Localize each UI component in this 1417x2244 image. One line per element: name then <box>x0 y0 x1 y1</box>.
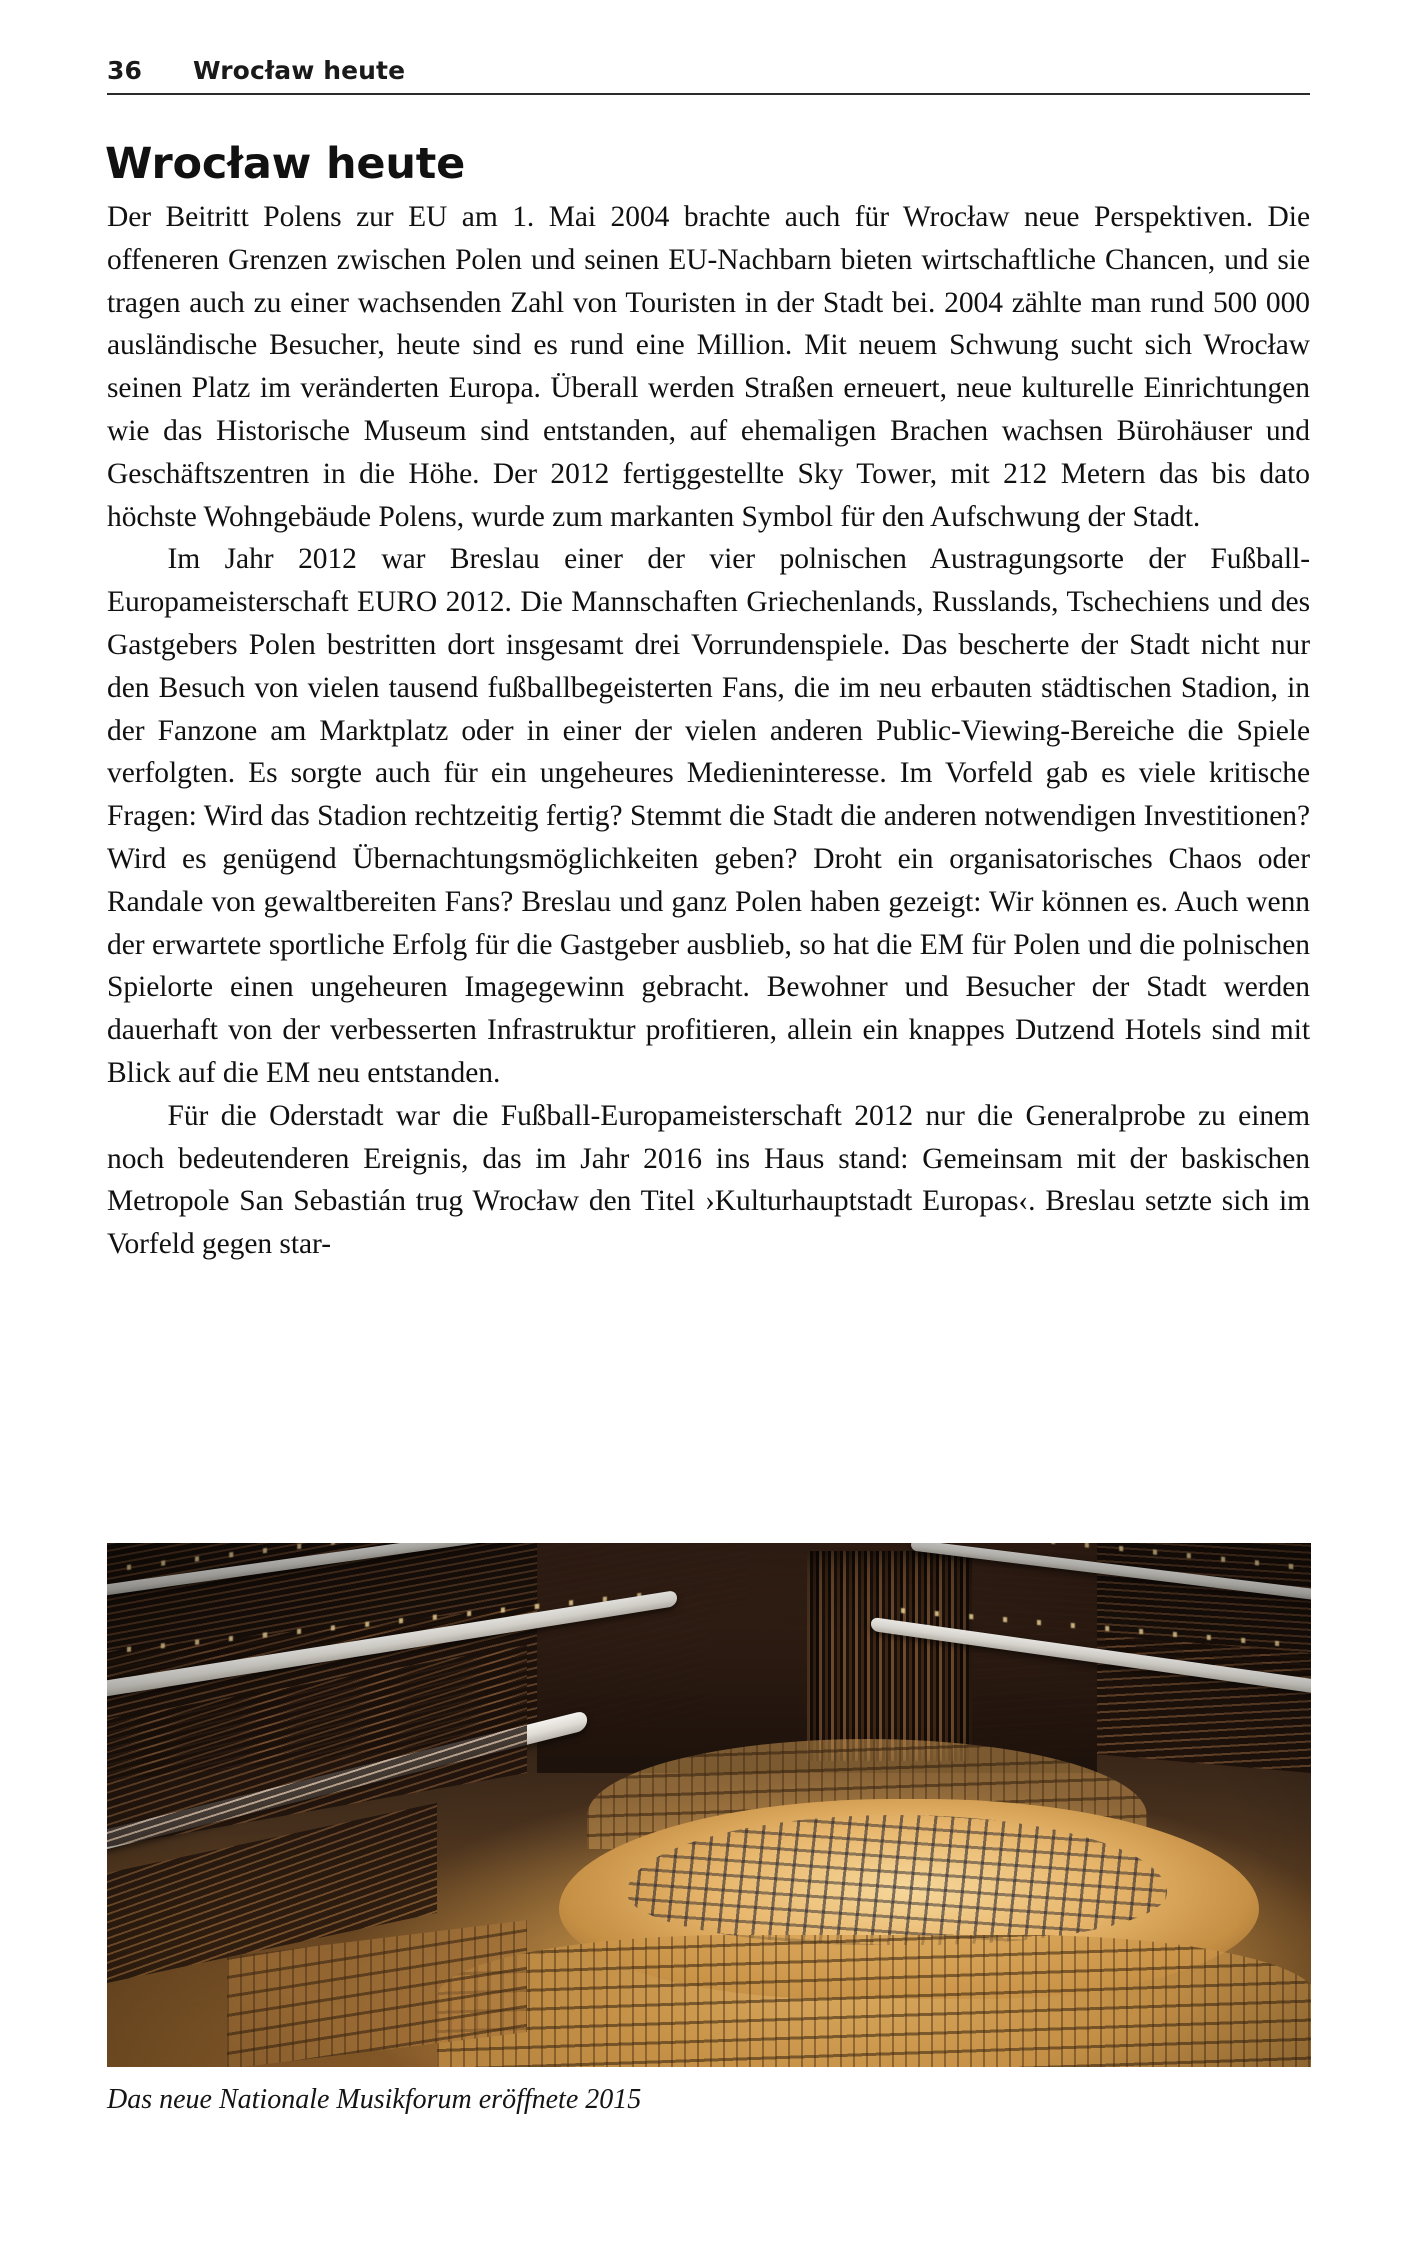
paragraph-1: Der Beitritt Polens zur EU am 1. Mai 2004 brachte auch für Wrocław neue Perspektiven. Die offeneren Grenzen zwischen Polen und seinen EU-Nachbarn bieten wirtschaftliche Chancen, und sie tragen auch zu einer wachsenden Zahl von Touristen in der Stadt bei. 2004 zählte man rund 500 000 ausländische Besucher, heute sind es rund eine Million. Mit neuem Schwung sucht sich Wrocław seinen Platz im veränderten Europa. Überall werden Straßen erneuert, neue kulturelle Einrichtungen wie das Historische Museum sind entstanden, auf ehemaligen Brachen wachsen Bürohäuser und Geschäftszentren in die Höhe. Der 2012 fertiggestellte Sky Tower, mit 212 Metern das bis dato höchste Wohngebäude Polens, wurde zum markanten Symbol für den Aufschwung der Stadt. <box>107 201 1310 533</box>
running-head-title: Wrocław heute <box>193 56 406 85</box>
page-title: Wrocław heute <box>105 138 466 189</box>
concert-hall-photo <box>107 1543 1311 2067</box>
header-divider <box>107 93 1310 95</box>
figure-caption: Das neue Nationale Musikforum eröffnete 2015 <box>107 2084 642 2115</box>
figure-image <box>107 1543 1311 2067</box>
photo-vignette <box>107 1543 1311 2067</box>
paragraph-3: Für die Oderstadt war die Fußball-Europameisterschaft 2012 nur die Generalprobe zu einem noch bedeutenderen Ereignis, das im Jahr 2016 ins Haus stand: Gemeinsam mit der baskischen Metropole San Sebastián trug Wrocław den Titel ›Kulturhauptstadt Europas‹. Breslau setzte sich im Vorfeld gegen star- <box>107 1099 1310 1261</box>
paragraph-2: Im Jahr 2012 war Breslau einer der vier polnischen Austragungsorte der Fußball-Europameisterschaft EURO 2012. Die Mannschaften Griechenlands, Russlands, Tschechiens und des Gastgebers Polen bestritten dort insgesamt drei Vorrundenspiele. Das bescherte der Stadt nicht nur den Besuch von vielen tausend fußballbegeisterten Fans, die im neu erbauten städtischen Stadion, in der Fanzone am Marktplatz oder in einer der vielen anderen Public-Viewing-Bereiche die Spiele verfolgten. Es sorgte auch für ein ungeheures Medieninteresse. Im Vorfeld gab es viele kritische Fragen: Wird das Stadion rechtzeitig fertig? Stemmt die Stadt die anderen notwendigen Investitionen? Wird es genügend Übernachtungsmöglichkeiten geben? Droht ein organisatorisches Chaos oder Randale von gewaltbereiten Fans? Breslau und ganz Polen haben gezeigt: Wir können es. Auch wenn der erwartete sportliche Erfolg für die Gastgeber ausblieb, so hat die EM für Polen und die polnischen Spielorte einen ungeheuren Imagegewinn gebracht. Bewohner und Besucher der Stadt werden dauerhaft von der verbesserten Infrastruktur profitieren, allein ein knappes Dutzend Hotels sind mit Blick auf die EM neu entstanden. <box>107 543 1310 1089</box>
running-head <box>107 56 1310 85</box>
body-text-column <box>107 196 1310 1266</box>
page-number: 36 <box>107 56 142 85</box>
